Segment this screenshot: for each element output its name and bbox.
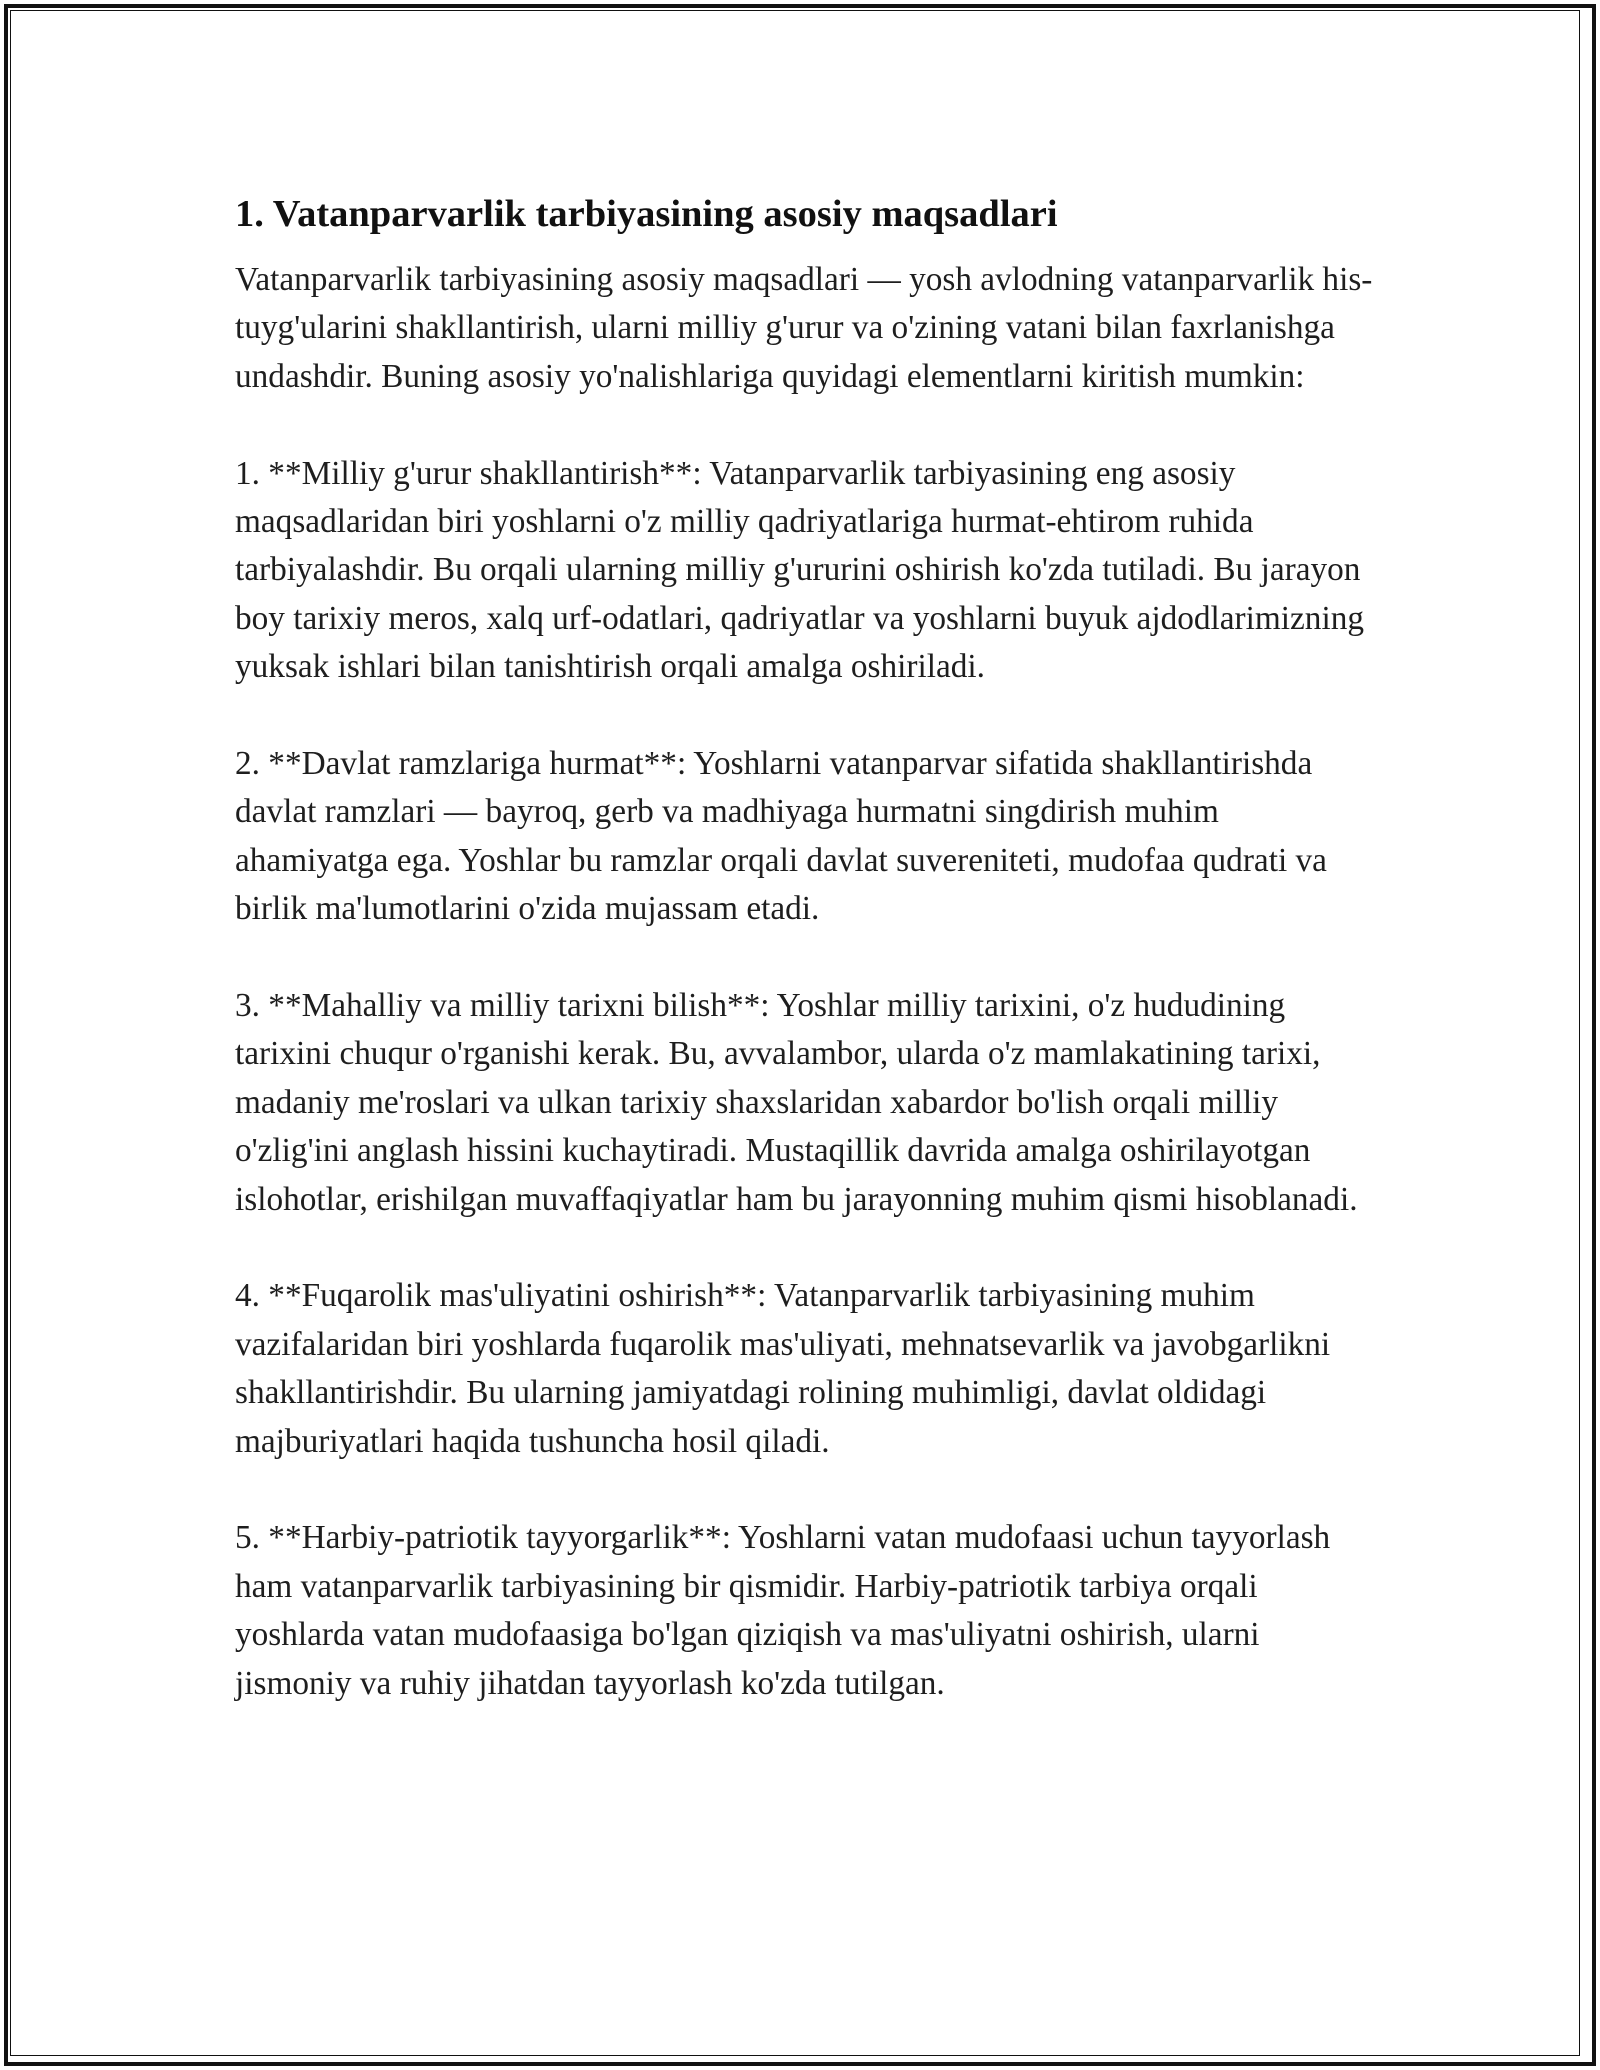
list-item-fuqarolik-masuliyati: 4. **Fuqarolik mas'uliyatini oshirish**: Vatanparvarlik tarbiyasining muhim vazifalaridan biri yoshlarda fuqarolik mas'uliyati, mehnatsevarlik va javobgarlikni shakllantirishdir. Bu ularning jamiyatdagi rolining muhimligi, davlat oldidagi majburiyatlari haqida tushuncha hosil qiladi. (235, 1277, 1331, 1460)
intro-paragraph: Vatanparvarlik tarbiyasining asosiy maqsadlari — yosh avlodning vatanparvarlik his-tuyg'ularini shakllantirish, ularni milliy g'urur va o'zining vatani bilan faxrlanishga undashdir. Buning asosiy yo'nalishlariga quyidagi elementlarni kiritish mumkin: (235, 261, 1373, 395)
list-item-tarixni-bilish: 3. **Mahalliy va milliy tarixni bilish**: Yoshlar milliy tarixini, o'z hududining tarixini chuqur o'rganishi kerak. Bu, avvalambor, ularda o'z mamlakatining tarixi, madaniy me'roslari va ulkan tarixiy shaxslaridan xabardor bo'lish orqali milliy o'zlig'ini anglash hissini kuchaytiradi. Mustaqillik davrida amalga oshirilayotgan islohotlar, erishilgan muvaffaqiyatlar ham bu jarayonning muhim qismi hisoblanadi. (235, 987, 1358, 1218)
document-body (235, 186, 1375, 1757)
list-item-davlat-ramzlari: 2. **Davlat ramzlariga hurmat**: Yoshlarni vatanparvar sifatida shakllantirishda davlat ramzlari — bayroq, gerb va madhiyaga hurmatni singdirish muhim ahamiyatga ega. Yoshlar bu ramzlar orqali davlat suvereniteti, mudofaa qudrati va birlik ma'lumotlarini o'zida mujassam etadi. (235, 745, 1327, 928)
list-item-milliy-gurur: 1. **Milliy g'urur shakllantirish**: Vatanparvarlik tarbiyasining eng asosiy maqsadlaridan biri yoshlarni o'z milliy qadriyatlariga hurmat-ehtirom ruhida tarbiyalashdir. Bu orqali ularning milliy g'ururini oshirish ko'zda tutiladi. Bu jarayon boy tarixiy meros, xalq urf-odatlari, qadriyatlar va yoshlarni buyuk ajdodlarimizning yuksak ishlari bilan tanishtirish orqali amalga oshiriladi. (235, 454, 1365, 686)
section-heading: 1. Vatanparvarlik tarbiyasining asosiy maqsadlari (235, 193, 1058, 235)
list-item-harbiy-patriotik: 5. **Harbiy-patriotik tayyorgarlik**: Yoshlarni vatan mudofaasi uchun tayyorlash ham vatanparvarlik tarbiyasining bir qismidir. Harbiy-patriotik tarbiya orqali yoshlarda vatan mudofaasiga bo'lgan qiziqish va mas'uliyatni oshirish, ularni jismoniy va ruhiy jihatdan tayyorlash ko'zda tutilgan. (235, 1519, 1331, 1702)
